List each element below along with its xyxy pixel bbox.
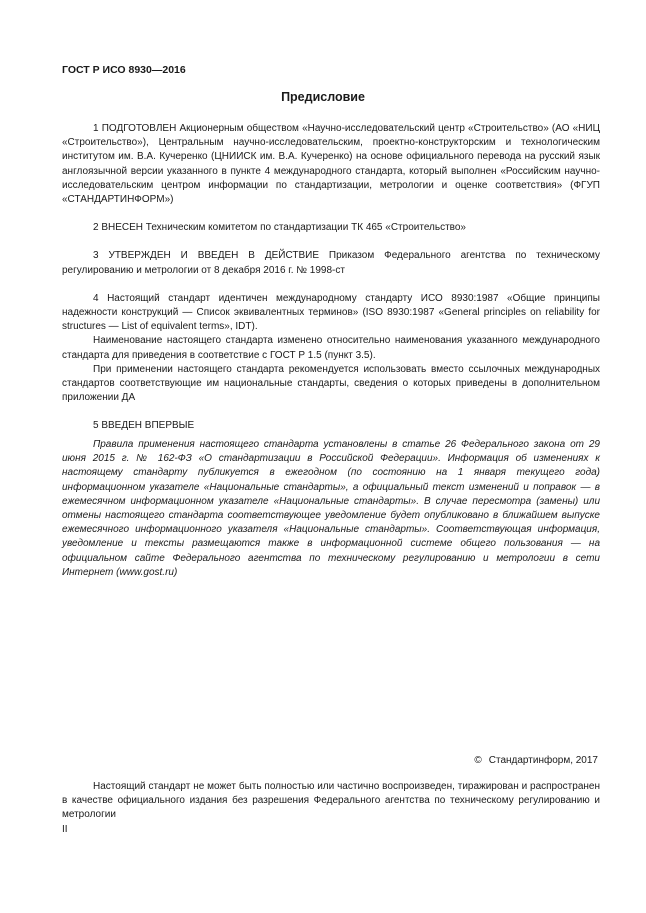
paragraph-name-changed: Наименование настоящего стандарта изменено относительно наименования указанного международного стандарта для приведения в соответствие с ГОСТ Р 1.5 (пункт 3.5). xyxy=(62,335,600,361)
application-rules-note xyxy=(62,438,600,580)
paragraph-references: При применении настоящего стандарта рекомендуется использовать вместо ссылочных международных стандартов соответствующие им национальные стандарты, сведения о которых приведены в дополнительном приложении ДА xyxy=(62,363,600,404)
paragraph-introduced: 2 ВНЕСЕН Техническим комитетом по стандартизации ТК 465 «Строительство» xyxy=(93,222,466,234)
rules-note-text: Правила применения настоящего стандарта установлены в статье 26 Федерального закона от 29 июня 2015 г. № 162-ФЗ «О стандартизации в Российской Федерации». Информация об изменениях к настоящему стандарту публикуется в ежегодном (по состоянию на 1 января текущего года) информационном указателе «Национальные стандарты», а официальный текст изменений и поправок — в ежемесячном информационном указателе «Национальные стандарты». В случае пересмотра (замены) или отмены настоящего стандарта соответствующее уведомление будет опубликовано в ближайшем выпуске ежемесячного информационного указателя «Национальные стандарты». Соответствующая информация, уведомление и тексты размещаются также в информационной системе общего пользования — на официальном сайте Федерального агентства по техническому регулированию и метрологии в сети Интернет (www.gost.ru) xyxy=(62,439,600,578)
preface-body xyxy=(62,122,600,434)
standard-code-header: ГОСТ Р ИСО 8930—2016 xyxy=(62,64,186,76)
copyright-text: Стандартинформ, 2017 xyxy=(488,755,598,766)
copyright-line xyxy=(0,755,598,766)
page-title: Предисловие xyxy=(281,90,365,104)
copyright-icon: © xyxy=(474,755,482,766)
paragraph-prepared: 1 ПОДГОТОВЛЕН Акционерным обществом «Научно-исследовательский центр «Строительство» (АО «НИЦ «Строительство»), Центральным научно-исследовательским, проектно-конструкторским и технологическим институтом им. В.А. Кучеренко (ЦНИИСК им. В.А. Кучеренко) на основе официального перевода на русский язык англоязычной версии указанного в пункте 4 международного стандарта, который выполнен «Российским научно-исследовательским центром информации по стандартизации, метрологии и оценке соответствия» (ФГУП «СТАНДАРТИНФОРМ») xyxy=(62,123,600,206)
paragraph-approved: 3 УТВЕРЖДЕН И ВВЕДЕН В ДЕЙСТВИЕ Приказом Федерального агентства по техническому регулированию и метрологии от 8 декабря 2016 г. № 1998-ст xyxy=(62,250,600,276)
paragraph-identical: 4 Настоящий стандарт идентичен международному стандарту ИСО 8930:1987 «Общие принципы надежности конструкций — Список эквивалентных терминов» (ISO 8930:1987 «General principles on reliability for structures — List of equivalent terms», IDT). xyxy=(62,292,600,333)
page-number: II xyxy=(62,824,68,835)
reproduction-notice xyxy=(62,780,600,823)
reproduction-notice-text: Настоящий стандарт не может быть полностью или частично воспроизведен, тиражирован и распространен в качестве официального издания без разрешения Федерального агентства по техническому регулированию и метрологии xyxy=(62,781,600,821)
paragraph-first-introduced: 5 ВВЕДЕН ВПЕРВЫЕ xyxy=(93,420,195,432)
